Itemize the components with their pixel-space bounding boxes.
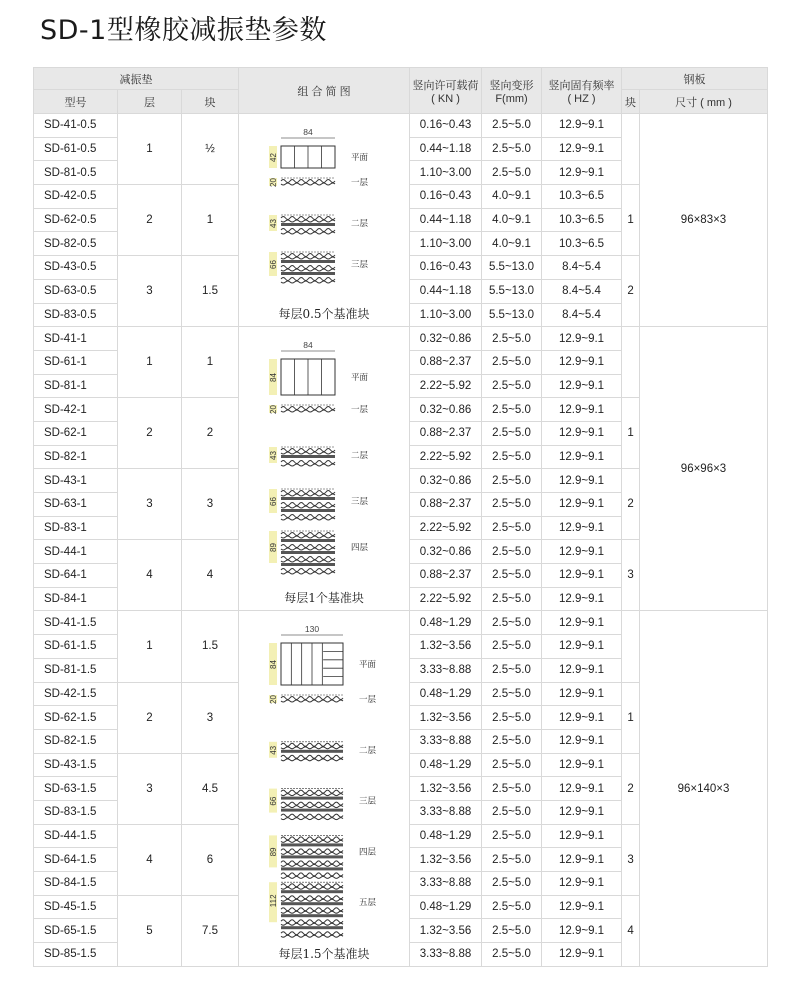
layer-diagram [269,695,377,705]
diagram-caption: 每层0.5个基准块 [278,307,370,322]
blocks-cell: 3 [182,682,239,753]
layers-cell: 2 [118,185,182,256]
deform-cell: 2.5~5.0 [482,800,542,824]
layer-diagram [269,742,377,761]
freq-cell: 12.9~9.1 [542,469,622,493]
freq-cell: 12.9~9.1 [542,872,622,896]
plate-blocks-cell: 3 [622,824,640,895]
model-cell: SD-81-0.5 [34,161,118,185]
freq-cell: 10.3~6.5 [542,232,622,256]
blocks-cell: 7.5 [182,895,239,966]
model-cell: SD-43-1 [34,469,118,493]
load-cell: 3.33~8.88 [410,729,482,753]
deform-cell: 2.5~5.0 [482,872,542,896]
blocks-cell: 4.5 [182,753,239,824]
assembly-diagram-svg [239,331,409,589]
deform-cell: 2.5~5.0 [482,824,542,848]
svg-text:四层: 四层 [359,847,377,858]
blocks-cell: 1.5 [182,256,239,327]
svg-text:130: 130 [304,624,320,635]
svg-text:42: 42 [269,153,279,163]
deform-cell: 2.5~5.0 [482,161,542,185]
deform-cell: 5.5~13.0 [482,279,542,303]
freq-cell: 12.9~9.1 [542,161,622,185]
blocks-cell: 1.5 [182,611,239,682]
freq-cell: 12.9~9.1 [542,493,622,517]
freq-cell: 12.9~9.1 [542,516,622,540]
header-plate-group: 钢板 [622,68,768,90]
svg-text:66: 66 [269,260,279,270]
blocks-cell: 1 [182,327,239,398]
model-cell: SD-83-0.5 [34,303,118,327]
plate-blocks-cell [622,327,640,398]
freq-cell: 12.9~9.1 [542,327,622,351]
model-cell: SD-64-1 [34,564,118,588]
load-cell: 0.32~0.86 [410,540,482,564]
layers-cell: 5 [118,895,182,966]
svg-text:一层: 一层 [359,695,377,706]
layer-diagram [269,489,369,520]
svg-text:五层: 五层 [359,898,377,909]
deform-cell: 2.5~5.0 [482,895,542,919]
deform-cell: 2.5~5.0 [482,350,542,374]
layers-cell: 2 [118,398,182,469]
svg-text:20: 20 [269,178,279,188]
deform-cell: 2.5~5.0 [482,398,542,422]
layers-cell: 4 [118,824,182,895]
load-cell: 0.48~1.29 [410,611,482,635]
assembly-diagram [239,611,410,966]
layer-diagram [269,252,369,283]
load-cell: 0.32~0.86 [410,398,482,422]
svg-text:一层: 一层 [351,178,369,189]
load-cell: 0.16~0.43 [410,114,482,138]
model-cell: SD-43-0.5 [34,256,118,280]
freq-cell: 12.9~9.1 [542,682,622,706]
plate-blocks-cell: 1 [622,398,640,469]
load-cell: 0.32~0.86 [410,327,482,351]
svg-text:二层: 二层 [351,451,369,462]
layer-diagram [269,405,369,415]
deform-cell: 5.5~13.0 [482,303,542,327]
freq-cell: 12.9~9.1 [542,753,622,777]
header-pad-group: 减振垫 [34,68,239,90]
svg-text:三层: 三层 [351,497,369,508]
deform-cell: 5.5~13.0 [482,256,542,280]
width-dimension [281,127,335,138]
header-load: 竖向许可载荷 ( KN ) [410,68,482,114]
freq-cell: 12.9~9.1 [542,445,622,469]
svg-text:平面: 平面 [359,660,377,671]
load-cell: 1.10~3.00 [410,232,482,256]
load-cell: 1.32~3.56 [410,635,482,659]
freq-cell: 12.9~9.1 [542,540,622,564]
model-cell: SD-82-1 [34,445,118,469]
freq-cell: 8.4~5.4 [542,279,622,303]
model-cell: SD-83-1 [34,516,118,540]
freq-cell: 10.3~6.5 [542,208,622,232]
svg-text:84: 84 [269,373,279,383]
deform-cell: 2.5~5.0 [482,587,542,611]
layers-cell: 1 [118,114,182,185]
deform-cell: 2.5~5.0 [482,421,542,445]
blocks-cell: 4 [182,540,239,611]
model-cell: SD-43-1.5 [34,753,118,777]
plan-view [269,359,369,395]
svg-text:四层: 四层 [351,543,369,554]
freq-cell: 10.3~6.5 [542,185,622,209]
svg-text:112: 112 [269,894,279,908]
table-row [34,114,768,138]
layer-diagram [269,447,369,466]
model-cell: SD-82-1.5 [34,729,118,753]
svg-text:66: 66 [269,796,279,806]
header-diagram: 组 合 简 图 [239,68,410,114]
deform-cell: 2.5~5.0 [482,516,542,540]
model-cell: SD-84-1 [34,587,118,611]
deform-cell: 2.5~5.0 [482,635,542,659]
freq-cell: 12.9~9.1 [542,137,622,161]
load-cell: 1.10~3.00 [410,303,482,327]
deform-cell: 2.5~5.0 [482,729,542,753]
model-cell: SD-63-1 [34,493,118,517]
diagram-container [239,331,409,606]
svg-text:84: 84 [269,660,279,670]
model-cell: SD-81-1.5 [34,658,118,682]
load-cell: 3.33~8.88 [410,800,482,824]
deform-cell: 2.5~5.0 [482,327,542,351]
plate-blocks-cell: 3 [622,540,640,611]
freq-cell: 12.9~9.1 [542,587,622,611]
svg-text:20: 20 [269,405,279,415]
table-row [34,327,768,351]
plate-size-cell: 96×96×3 [640,327,768,611]
spec-table [33,67,768,967]
layer-diagram [269,835,377,878]
load-cell: 3.33~8.88 [410,872,482,896]
load-cell: 0.48~1.29 [410,824,482,848]
plan-view [269,146,369,168]
load-cell: 2.22~5.92 [410,374,482,398]
deform-cell: 2.5~5.0 [482,445,542,469]
svg-text:平面: 平面 [351,153,369,164]
model-cell: SD-45-1.5 [34,895,118,919]
freq-cell: 8.4~5.4 [542,256,622,280]
deform-cell: 4.0~9.1 [482,232,542,256]
freq-cell: 12.9~9.1 [542,824,622,848]
header-plate-size: 尺寸 ( mm ) [640,90,768,114]
deform-cell: 2.5~5.0 [482,777,542,801]
load-cell: 2.22~5.92 [410,445,482,469]
freq-cell: 12.9~9.1 [542,729,622,753]
assembly-diagram [239,327,410,611]
load-cell: 0.88~2.37 [410,564,482,588]
svg-text:三层: 三层 [351,260,369,271]
layers-cell: 1 [118,611,182,682]
load-cell: 0.88~2.37 [410,350,482,374]
deform-cell: 2.5~5.0 [482,706,542,730]
plate-blocks-cell: 4 [622,895,640,966]
diagram-caption: 每层1.5个基准块 [278,947,370,962]
layer-diagram [269,789,377,820]
blocks-cell: 1 [182,185,239,256]
load-cell: 0.32~0.86 [410,469,482,493]
deform-cell: 2.5~5.0 [482,682,542,706]
deform-cell: 2.5~5.0 [482,469,542,493]
model-cell: SD-62-0.5 [34,208,118,232]
freq-cell: 12.9~9.1 [542,658,622,682]
layer-diagram [269,215,369,234]
plan-view [269,643,377,685]
header-blocks: 块 [182,90,239,114]
deform-cell: 4.0~9.1 [482,185,542,209]
model-cell: SD-44-1 [34,540,118,564]
load-cell: 0.48~1.29 [410,682,482,706]
svg-text:66: 66 [269,497,279,507]
freq-cell: 12.9~9.1 [542,421,622,445]
model-cell: SD-61-0.5 [34,137,118,161]
plate-blocks-cell: 2 [622,469,640,540]
header-plate-blocks: 块 [622,90,640,114]
svg-text:三层: 三层 [359,796,377,807]
model-cell: SD-63-1.5 [34,777,118,801]
freq-cell: 12.9~9.1 [542,706,622,730]
model-cell: SD-63-0.5 [34,279,118,303]
svg-text:43: 43 [269,451,279,461]
load-cell: 1.32~3.56 [410,777,482,801]
page-title: SD-1型橡胶减振垫参数 [40,15,327,46]
layers-cell: 3 [118,256,182,327]
model-cell: SD-61-1 [34,350,118,374]
svg-text:84: 84 [303,127,313,138]
load-cell: 3.33~8.88 [410,658,482,682]
deform-cell: 2.5~5.0 [482,943,542,967]
plate-blocks-cell [622,114,640,185]
load-cell: 0.48~1.29 [410,895,482,919]
model-cell: SD-42-1 [34,398,118,422]
deform-cell: 2.5~5.0 [482,753,542,777]
load-cell: 1.32~3.56 [410,848,482,872]
model-cell: SD-81-1 [34,374,118,398]
load-cell: 0.88~2.37 [410,421,482,445]
deform-cell: 2.5~5.0 [482,658,542,682]
model-cell: SD-65-1.5 [34,919,118,943]
deform-cell: 2.5~5.0 [482,374,542,398]
svg-text:一层: 一层 [351,405,369,416]
svg-text:二层: 二层 [359,745,377,756]
load-cell: 2.22~5.92 [410,587,482,611]
model-cell: SD-83-1.5 [34,800,118,824]
model-cell: SD-61-1.5 [34,635,118,659]
model-cell: SD-82-0.5 [34,232,118,256]
model-cell: SD-62-1 [34,421,118,445]
header-freq: 竖向固有频率 ( HZ ) [542,68,622,114]
assembly-diagram-svg [239,615,409,945]
plate-blocks-cell [622,611,640,682]
layers-cell: 2 [118,682,182,753]
layer-diagram [269,178,369,188]
blocks-cell: 3 [182,469,239,540]
load-cell: 0.44~1.18 [410,279,482,303]
model-cell: SD-64-1.5 [34,848,118,872]
plate-blocks-cell: 2 [622,753,640,824]
svg-text:84: 84 [303,340,313,351]
deform-cell: 2.5~5.0 [482,137,542,161]
layer-diagram [269,531,369,574]
svg-text:43: 43 [269,745,279,755]
freq-cell: 12.9~9.1 [542,374,622,398]
assembly-diagram [239,114,410,327]
svg-text:89: 89 [269,847,279,857]
freq-cell: 12.9~9.1 [542,777,622,801]
freq-cell: 12.9~9.1 [542,564,622,588]
deform-cell: 2.5~5.0 [482,114,542,138]
svg-text:43: 43 [269,219,279,229]
layers-cell: 4 [118,540,182,611]
model-cell: SD-85-1.5 [34,943,118,967]
load-cell: 1.32~3.56 [410,919,482,943]
svg-text:平面: 平面 [351,373,369,384]
load-cell: 0.16~0.43 [410,256,482,280]
deform-cell: 2.5~5.0 [482,848,542,872]
table-row [34,611,768,635]
deform-cell: 4.0~9.1 [482,208,542,232]
freq-cell: 12.9~9.1 [542,398,622,422]
header-model: 型号 [34,90,118,114]
blocks-cell: 2 [182,398,239,469]
freq-cell: 12.9~9.1 [542,611,622,635]
blocks-cell: 6 [182,824,239,895]
freq-cell: 12.9~9.1 [542,943,622,967]
model-cell: SD-42-0.5 [34,185,118,209]
width-dimension [281,624,343,635]
freq-cell: 12.9~9.1 [542,848,622,872]
model-cell: SD-62-1.5 [34,706,118,730]
layers-cell: 3 [118,753,182,824]
load-cell: 1.32~3.56 [410,706,482,730]
svg-text:89: 89 [269,543,279,553]
freq-cell: 12.9~9.1 [542,895,622,919]
load-cell: 2.22~5.92 [410,516,482,540]
blocks-cell: ½ [182,114,239,185]
model-cell: SD-41-1.5 [34,611,118,635]
plate-blocks-cell: 2 [622,256,640,327]
freq-cell: 12.9~9.1 [542,350,622,374]
model-cell: SD-44-1.5 [34,824,118,848]
diagram-container [239,118,409,322]
model-cell: SD-41-0.5 [34,114,118,138]
deform-cell: 2.5~5.0 [482,540,542,564]
plate-size-cell: 96×83×3 [640,114,768,327]
diagram-container [239,615,409,962]
width-dimension [281,340,335,351]
model-cell: SD-84-1.5 [34,872,118,896]
deform-cell: 2.5~5.0 [482,564,542,588]
load-cell: 3.33~8.88 [410,943,482,967]
load-cell: 0.88~2.37 [410,493,482,517]
model-cell: SD-42-1.5 [34,682,118,706]
model-cell: SD-41-1 [34,327,118,351]
layer-diagram [269,882,377,937]
load-cell: 1.10~3.00 [410,161,482,185]
plate-blocks-cell: 1 [622,682,640,753]
layers-cell: 3 [118,469,182,540]
deform-cell: 2.5~5.0 [482,919,542,943]
header-layers: 层 [118,90,182,114]
freq-cell: 12.9~9.1 [542,800,622,824]
freq-cell: 12.9~9.1 [542,919,622,943]
diagram-caption: 每层1个基准块 [284,591,364,606]
svg-text:二层: 二层 [351,219,369,230]
load-cell: 0.16~0.43 [410,185,482,209]
table-body [34,114,768,967]
deform-cell: 2.5~5.0 [482,493,542,517]
load-cell: 0.44~1.18 [410,208,482,232]
header-deform: 竖向变形 F(mm) [482,68,542,114]
plate-blocks-cell: 1 [622,185,640,256]
freq-cell: 8.4~5.4 [542,303,622,327]
deform-cell: 2.5~5.0 [482,611,542,635]
load-cell: 0.48~1.29 [410,753,482,777]
plate-size-cell: 96×140×3 [640,611,768,966]
freq-cell: 12.9~9.1 [542,114,622,138]
layers-cell: 1 [118,327,182,398]
load-cell: 0.44~1.18 [410,137,482,161]
freq-cell: 12.9~9.1 [542,635,622,659]
assembly-diagram-svg [239,118,409,305]
svg-text:20: 20 [269,695,279,705]
